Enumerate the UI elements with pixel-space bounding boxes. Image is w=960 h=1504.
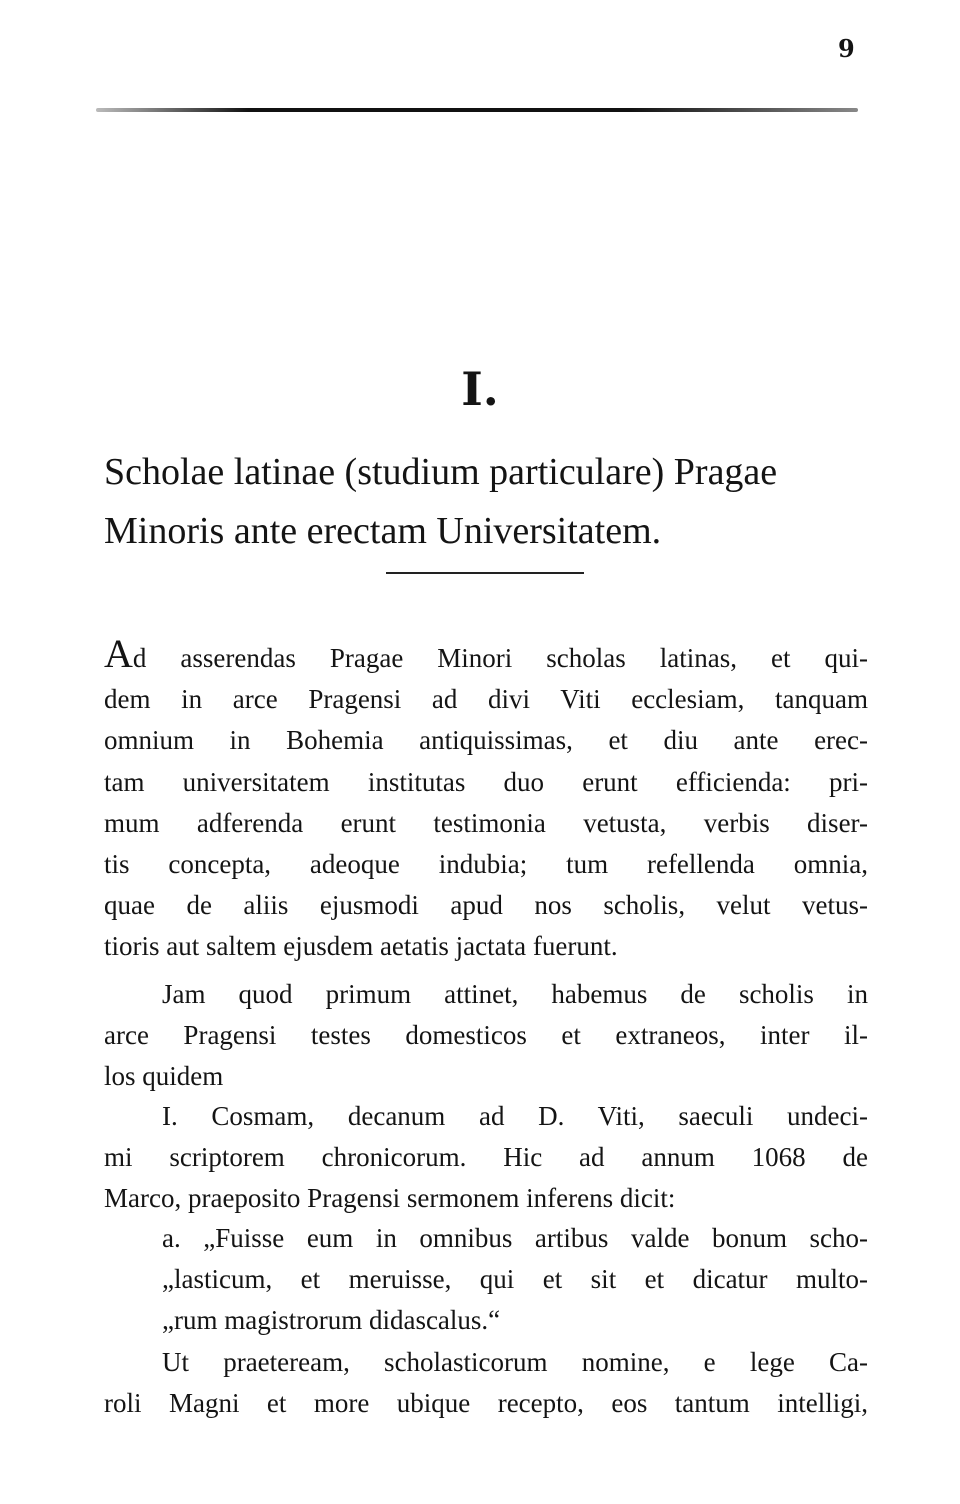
text-line: Marco, praeposito Pragensi sermonem inferens dicit:	[104, 1183, 676, 1214]
paragraph-5	[104, 1342, 868, 1424]
paragraph-1	[104, 631, 868, 968]
text-line: tam universitatem institutas duo erunt efficienda: pri-	[104, 766, 868, 797]
text-line-content: d asserendas Pragae Minori scholas latinas, et qui-	[132, 643, 868, 673]
quote-line: „rum magistrorum didascalus.“	[162, 1305, 501, 1336]
text-line: Ut praeteream, scholasticorum nomine, e lege Ca-	[162, 1347, 868, 1377]
text-line: tis concepta, adeoque indubia; tum refellenda omnia,	[104, 849, 868, 880]
chapter-numeral: I.	[461, 362, 499, 416]
chapter-title	[104, 443, 864, 561]
text-line: omnium in Bohemia antiquissimas, et diu ante erec-	[104, 725, 868, 756]
text-line: Jam quod primum attinet, habemus de scholis in	[162, 979, 868, 1009]
quotation	[104, 1218, 868, 1342]
text-line: tioris aut saltem ejusdem aetatis jactata fuerunt.	[104, 931, 618, 962]
quote-line: a. „Fuisse eum in omnibus artibus valde bonum scho-	[162, 1223, 868, 1253]
text-line: mi scriptorem chronicorum. Hic ad annum 1068 de	[104, 1142, 868, 1173]
text-line	[104, 631, 868, 679]
text-line: roli Magni et more ubique recepto, eos tantum intelligi,	[104, 1388, 868, 1419]
paragraph-3	[104, 1096, 868, 1220]
text-line: dem in arce Pragensi ad divi Viti ecclesiam, tanquam	[104, 684, 868, 715]
chapter-title-line: Minoris ante erectam Universitatem.	[104, 510, 662, 552]
text-line: arce Pragensi testes domesticos et extraneos, inter il-	[104, 1020, 868, 1051]
text-line: mum adferenda erunt testimonia vetusta, verbis diser-	[104, 807, 868, 838]
quote-line: „lasticum, et meruisse, qui et sit et dicatur multo-	[162, 1264, 868, 1295]
text-line: quae de aliis ejusmodi apud nos scholis, velut vetus-	[104, 890, 868, 921]
text-line: I. Cosmam, decanum ad D. Viti, saeculi undeci-	[162, 1101, 868, 1131]
text-line: los quidem	[104, 1061, 224, 1092]
chapter-title-line: Scholae latinae (studium particulare) Pragae	[104, 451, 778, 493]
page-number: 9	[838, 34, 855, 63]
title-rule	[386, 572, 584, 574]
header-rule	[96, 108, 858, 112]
paragraph-2	[104, 974, 868, 1098]
drop-cap: A	[104, 631, 133, 676]
